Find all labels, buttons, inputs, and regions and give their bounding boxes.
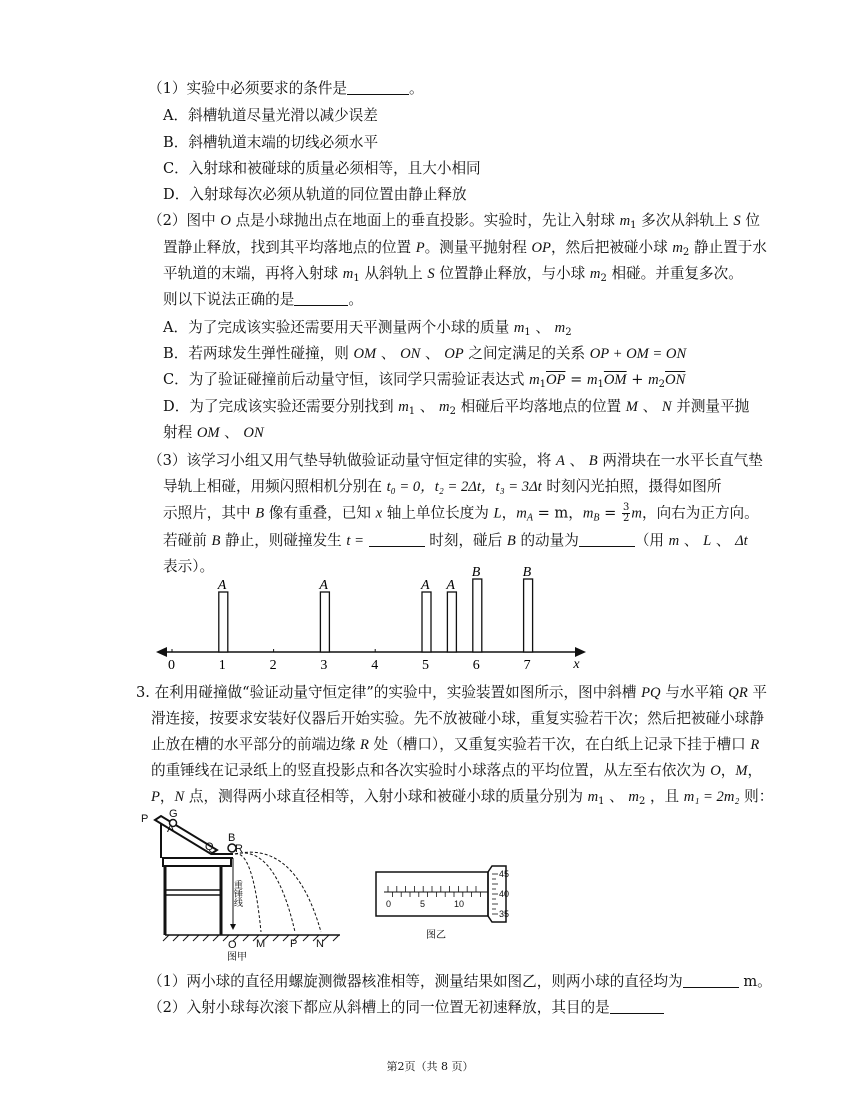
q2-part2-option-c: C．为了验证碰撞前后动量守恒，该同学只需验证表达式 $m_1\overline{OP} = m_1\overline{OM} + m_2\overline{ON}$ [163, 371, 686, 390]
q3-line2: 滑连接，按要求安装好仪器后开始实验。先不放被碰小球，重复实验若干次；然后把被碰小球静 [151, 710, 764, 727]
axis-tick-label-2: 2 [269, 658, 277, 673]
label-g: G [169, 808, 178, 820]
q3-line4: 的重锤线在记录纸上的竖直投影点和各次实验时小球落点的平均位置，从左至右依次为 O，M， [151, 762, 763, 779]
thimble-label-35: 35 [499, 909, 510, 919]
slider-label-4: B [471, 565, 481, 580]
q2-part1-option-c: C．入射球和被碰球的质量必须相等，且大小相同 [163, 160, 481, 177]
label-o: O [228, 939, 237, 951]
floor-hatch [163, 935, 339, 941]
slider-block-a-1 [320, 592, 329, 652]
q2-part2-line4: 则以下说法正确的是 。 [163, 291, 363, 308]
q2-part1-stem: （1）实验中必须要求的条件是 。 [148, 80, 424, 97]
axis-label-x: x [573, 657, 580, 672]
main-scale-label-0: 0 [386, 899, 392, 909]
axis-tick-label-7: 7 [523, 658, 531, 673]
axis-tick-label-4: 4 [371, 658, 379, 673]
page-footer: 第2页（共 8 页） [386, 1060, 474, 1073]
q3-line3: 止放在槽的水平部分的前端边缘 R 处（槽口），又重复实验若干次，在白纸上记录下挂于槽口 R [151, 736, 760, 753]
q2-part2-line2: 置静止释放，找到其平均落地点的位置 P。测量平抛射程 OP，然后把被碰小球 $m_2$ 静止置于水 [163, 239, 767, 258]
label-q: Q [205, 841, 214, 853]
slider-block-a-0 [219, 592, 228, 652]
q2-part3-line4: 若碰前 B 静止，则碰撞发生 t = 时刻，碰后 B 的动量为 （用 m 、 L 、 Δt [163, 532, 748, 549]
table-top [163, 858, 231, 866]
q2-part1-option-a: A．斜槽轨道尽量光滑以减少误差 [163, 107, 378, 124]
thimble-ticks [492, 874, 498, 914]
q3-line1: 3. 在利用碰撞做“验证动量守恒定律”的实验中，实验装置如图所示，图中斜槽 PQ 与水平箱 QR 平 [136, 684, 767, 701]
q3-line5: P，N 点，测得两小球直径相等，入射小球和被碰小球的质量分别为 $m_1$ 、 $m_2$ ，且 m₁ = 2m₂ 则： [151, 788, 774, 807]
label-p: P [290, 938, 298, 950]
q2-part2-line3: 平轨道的末端，再将入射球 $m_1$ 从斜轨上 S 位置静止释放，与小球 $m_2$ 相碰。并重复多次。 [163, 265, 743, 284]
slider-block-a-2 [422, 592, 431, 652]
label-b: B [228, 832, 236, 844]
figure-jia-apparatus [135, 810, 345, 962]
q2-part3-line1: （3）该学习小组又用气垫导轨做验证动量守恒定律的实验，将 A 、 B 两滑块在一水平长直气垫 [148, 452, 763, 469]
trajectory-p [235, 853, 295, 932]
slider-block-b-5 [524, 579, 533, 652]
slider-label-2: A [421, 578, 430, 593]
label-r: R [235, 843, 243, 855]
label-a: A [167, 823, 175, 835]
figure-yi-micrometer [370, 862, 525, 942]
q2-part2-option-a: A．为了完成该实验还需要用天平测量两个小球的质量 $m_1$ 、 $m_2$ [163, 319, 572, 338]
slider-block-b-4 [473, 579, 482, 652]
plumb-line-label: 重锤线 [232, 880, 242, 907]
axis-tick-label-5: 5 [422, 658, 429, 673]
axis-right-arrow-icon [575, 647, 586, 657]
figure-jia-caption: 图甲 [227, 952, 247, 963]
slider-label-1: A [319, 578, 328, 593]
air-track-photo-diagram [150, 565, 590, 675]
q2-part1-option-d: D．入射球每次必须从轨道的同位置由静止释放 [163, 186, 467, 203]
thimble-label-45: 45 [499, 869, 510, 879]
slider-block-a-3 [447, 592, 456, 652]
q3-part1: （1）两小球的直径用螺旋测微器核准相等，测量结果如图乙，则两小球的直径均为 m。 [148, 973, 772, 990]
q2-part3-line2: 导轨上相碰，用频闪照相机分别在 t₀ = 0，t₂ = 2Δt，t₃ = 3Δt 时刻闪光拍照，摄得如图所 [163, 478, 722, 495]
slider-label-5: B [522, 565, 532, 580]
axis-tick-label-3: 3 [320, 658, 328, 673]
axis-tick-label-6: 6 [472, 658, 480, 673]
slider-label-0: A [217, 578, 227, 593]
q2-part3-line5: 表示）。 [163, 558, 215, 575]
label-m: M [256, 938, 266, 950]
slider-label-3: A [446, 578, 455, 593]
q3-part2: （2）入射小球每次滚下都应从斜槽上的同一位置无初速释放，其目的是 [148, 998, 664, 1018]
q2-part2-option-b: B．若两球发生弹性碰撞，则 OM 、 ON 、 OP 之间定满足的关系 OP + OM = ON [163, 345, 687, 362]
table-shelf [165, 890, 221, 895]
axis-left-arrow-icon [156, 647, 167, 657]
q2-part1-option-b: B．斜槽轨道末端的切线必须水平 [163, 134, 379, 151]
label-p-top: P [141, 813, 149, 825]
axis-tick-label-1: 1 [218, 658, 226, 673]
thimble-label-40: 40 [499, 889, 510, 899]
figure-yi-caption: 图乙 [426, 930, 446, 941]
label-n: N [316, 938, 324, 950]
axis-tick-label-0: 0 [168, 658, 175, 673]
q2-part2-option-d-cont: 射程 OM 、 ON [163, 424, 264, 441]
q2-part3-line3: 示照片，其中 B 像有重叠，已知 x 轴上单位长度为 L，$m_A = m$，$m_B$ = $\frac{3}{2}$ m，向右为正方向。 [163, 502, 759, 524]
main-scale-label-5: 5 [420, 899, 426, 909]
q2-part2-line1: （2）图中 O 点是小球抛出点在地面上的垂直投影。实验时，先让入射球 $m_1$ 多次从斜轨上 S 位 [148, 212, 760, 231]
q2-part2-option-d: D．为了完成该实验还需要分别找到 $m_1$ 、 $m_2$ 相碰后平均落地点的位置 M 、 N 并测量平抛 [163, 398, 750, 417]
main-scale-label-10: 10 [454, 899, 465, 909]
